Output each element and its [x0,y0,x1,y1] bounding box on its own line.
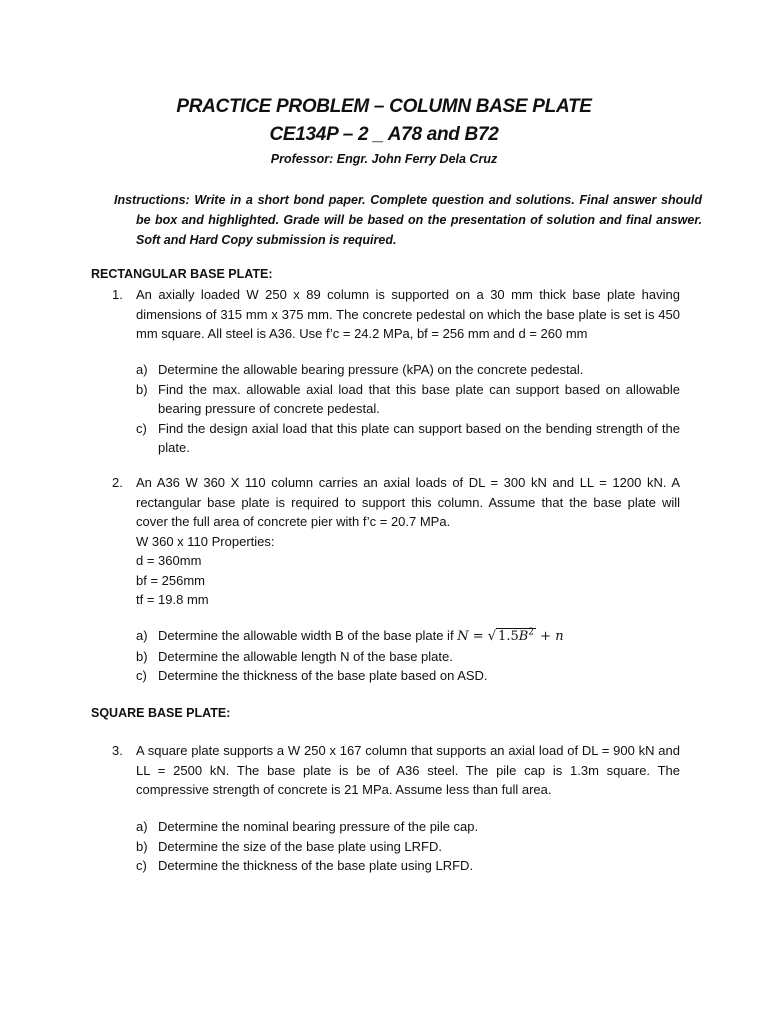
problem-number: 1. [112,287,123,302]
problem-3-subquestions [136,817,680,876]
property-tf: tf = 19.8 mm [136,592,209,607]
formula-exponent: 2 [528,627,535,638]
formula-n: n [555,629,564,644]
formula-equals: = [472,629,484,644]
formula-plus: + [540,629,552,644]
subquestion-letter: a) [136,362,148,377]
instructions-paragraph: Instructions: Write in a short bond paper. Complete question and solutions. Final answer should be box and highlighted. Grade will be based on the presentation of solution and final answer. Soft and Hard Copy submission is required. [114,193,702,247]
problem-1-subquestions [136,360,680,458]
problem-1 [112,285,680,344]
subquestion-letter: b) [136,838,148,854]
problem-2 [112,473,680,610]
subquestion-letter: c) [136,858,147,873]
section-heading-square: SQUARE BASE PLATE: [91,706,231,720]
formula-variable: B [518,629,529,644]
problem-text: An axially loaded W 250 x 89 column is supported on a 30 mm thick base plate having dimensions of 315 mm x 375 mm. The concrete pedestal on which the base plate is set is 450 mm square. All steel is A36. Use f’c = 24.2 MPa, bf = 256 mm and d = 260 mm [136,287,680,341]
subquestion-letter: a) [136,819,148,834]
problem-number: 2. [112,475,123,490]
subquestion-b [136,380,680,419]
problem-number: 3. [112,743,123,758]
subquestion-a [136,360,680,380]
subquestion-letter: c) [136,420,147,436]
properties-title: W 360 x 110 Properties: [136,533,275,549]
subquestion-text: Determine the allowable bearing pressure (kPA) on the concrete pedestal. [158,362,584,377]
subquestion-c [136,666,680,686]
subquestion-letter: b) [136,381,148,397]
course-code-title: CE134P – 2 _ A78 and B72 [269,124,499,145]
problem-3 [112,741,680,800]
subquestion-letter: c) [136,668,147,683]
subquestion-a [136,817,680,837]
subquestion-c [136,856,680,876]
problem-2-subquestions [136,626,680,686]
subquestion-text: Determine the size of the base plate using LRFD. [158,838,442,854]
subquestion-b [136,837,680,857]
problem-text: An A36 W 360 X 110 column carries an axial loads of DL = 300 kN and LL = 1200 kN. A rectangular base plate is required to support this column. Assume that the base plate will cover the full area of concrete pier with f’c = 20.7 MPa. [136,475,680,529]
plate-length-formula [457,629,563,644]
property-bf: bf = 256mm [136,572,206,588]
sqrt-icon: √ [487,629,497,644]
section-properties [136,532,680,610]
problem-text: A square plate supports a W 250 x 167 column that supports an axial load of DL = 900 kN and LL = 2500 kN. The base plate is be of A36 steel. The pile cap is 1.3m square. The compressive strength of concrete is 21 MPa. Assume less than full area. [136,743,680,797]
subquestion-text: Determine the thickness of the base plate using LRFD. [158,858,474,873]
formula-radicand [496,628,536,644]
document-title: PRACTICE PROBLEM – COLUMN BASE PLATE [176,96,592,117]
formula-lhs: N [457,629,469,644]
subquestion-letter: b) [136,648,148,664]
subquestion-text: Determine the allowable length N of the base plate. [158,648,453,664]
subquestion-text: Determine the allowable width B of the base plate if [158,628,454,643]
subquestion-text: Find the max. allowable axial load that this base plate can support based on allowable bearing pressure of concrete pedestal. [158,381,680,416]
property-d: d = 360mm [136,553,202,568]
professor-line: Professor: Engr. John Ferry Dela Cruz [270,152,498,166]
subquestion-text: Find the design axial load that this plate can support based on the bending strength of the plate. [158,420,680,455]
subquestion-b [136,647,680,667]
formula-coefficient: 1.5 [498,629,519,644]
subquestion-c [136,419,680,458]
subquestion-a [136,626,680,647]
subquestion-text: Determine the thickness of the base plate based on ASD. [158,668,488,683]
section-heading-rectangular: RECTANGULAR BASE PLATE: [91,267,273,281]
subquestion-text: Determine the nominal bearing pressure of the pile cap. [158,819,479,834]
subquestion-letter: a) [136,628,148,643]
